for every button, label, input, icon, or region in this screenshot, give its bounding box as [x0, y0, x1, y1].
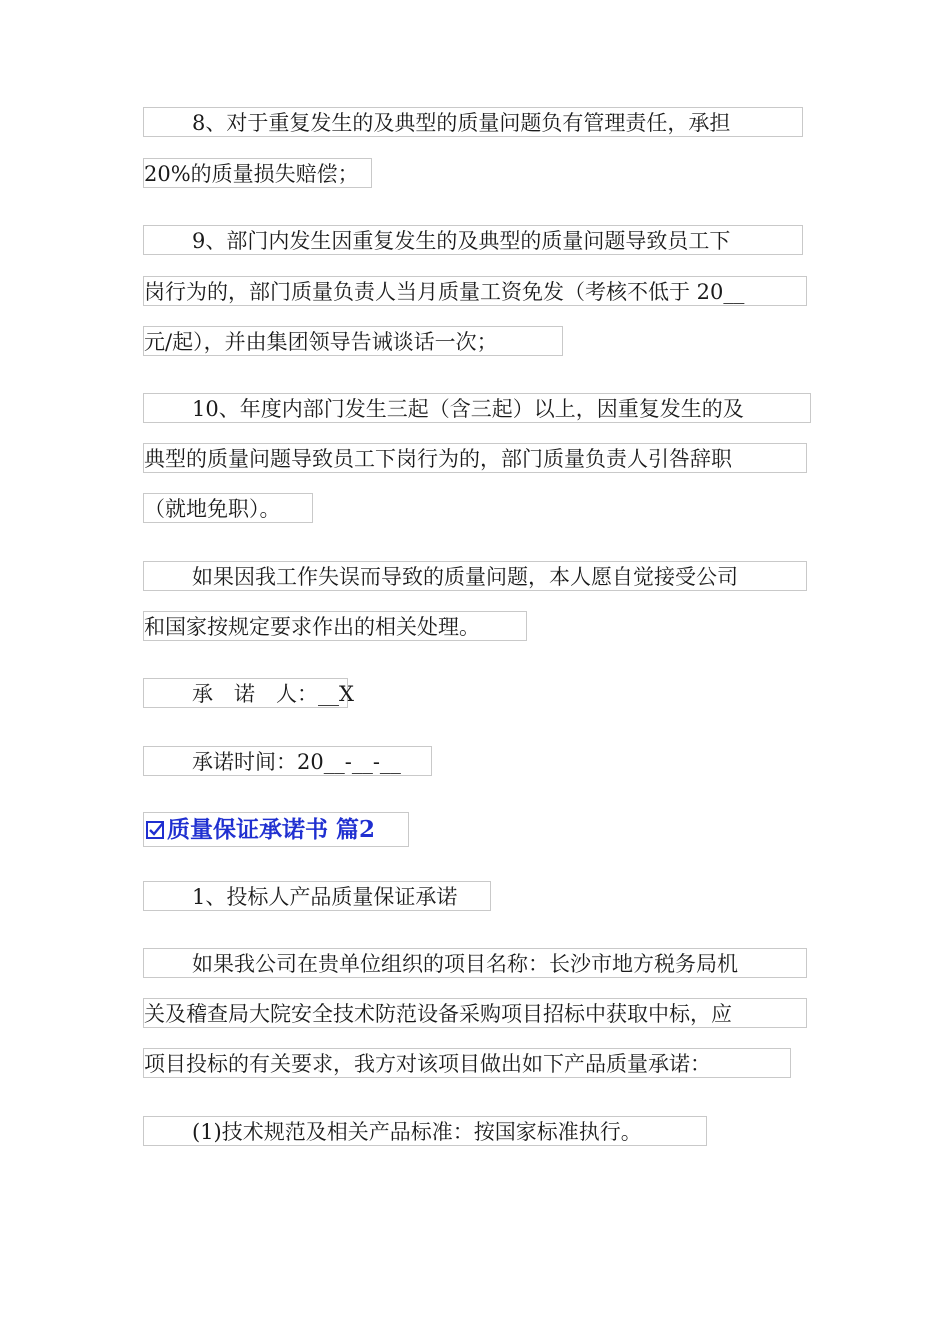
checkbox-checked-icon [146, 821, 164, 839]
text-line [143, 561, 807, 591]
signer-line: 承 诺 人：__X [192, 682, 354, 706]
line-text: (1)技术规范及相关产品标准：按国家标准执行。 [192, 1120, 642, 1144]
line-text: 关及稽查局大院安全技术防范设备采购项目招标中获取中标，应 [144, 1002, 732, 1026]
text-line [143, 276, 807, 306]
line-text: 项目投标的有关要求，我方对该项目做出如下产品质量承诺： [144, 1052, 711, 1076]
text-line [143, 611, 527, 641]
text-line [143, 948, 807, 978]
text-line [143, 881, 491, 911]
line-text: 如果我公司在贵单位组织的项目名称：长沙市地方税务局机 [192, 952, 738, 976]
line-text: 9、部门内发生因重复发生的及典型的质量问题导致员工下 [192, 229, 731, 253]
text-line [143, 493, 313, 523]
text-line [143, 393, 811, 423]
line-text: 和国家按规定要求作出的相关处理。 [144, 615, 480, 639]
text-line [143, 746, 432, 776]
line-text: 10、年度内部门发生三起（含三起）以上，因重复发生的及 [192, 397, 744, 421]
line-text: 8、对于重复发生的及典型的质量问题负有管理责任，承担 [192, 111, 731, 135]
text-line [143, 998, 807, 1028]
line-text: 20%的质量损失赔偿； [144, 162, 359, 186]
text-line [143, 158, 372, 188]
text-line [143, 107, 803, 137]
text-line [143, 678, 354, 708]
line-text: （就地免职）。 [144, 497, 281, 521]
line-text: 如果因我工作失误而导致的质量问题，本人愿自觉接受公司 [192, 565, 738, 589]
line-text: 1、投标人产品质量保证承诺 [192, 885, 458, 909]
line-text: 典型的质量问题导致员工下岗行为的，部门质量负责人引咎辞职 [144, 447, 732, 471]
line-text: 岗行为的，部门质量负责人当月质量工资免发（考核不低于 20__ [144, 280, 745, 304]
heading-text: 质量保证承诺书 篇2 [167, 816, 376, 843]
text-line [143, 443, 807, 473]
line-text: 元/起），并由集团领导告诫谈话一次； [144, 330, 498, 354]
text-line [143, 326, 563, 356]
text-line [143, 225, 803, 255]
section-heading [143, 812, 409, 847]
date-line: 承诺时间：20__-__-__ [192, 750, 401, 774]
text-line [143, 1048, 791, 1078]
text-line [143, 1116, 707, 1146]
